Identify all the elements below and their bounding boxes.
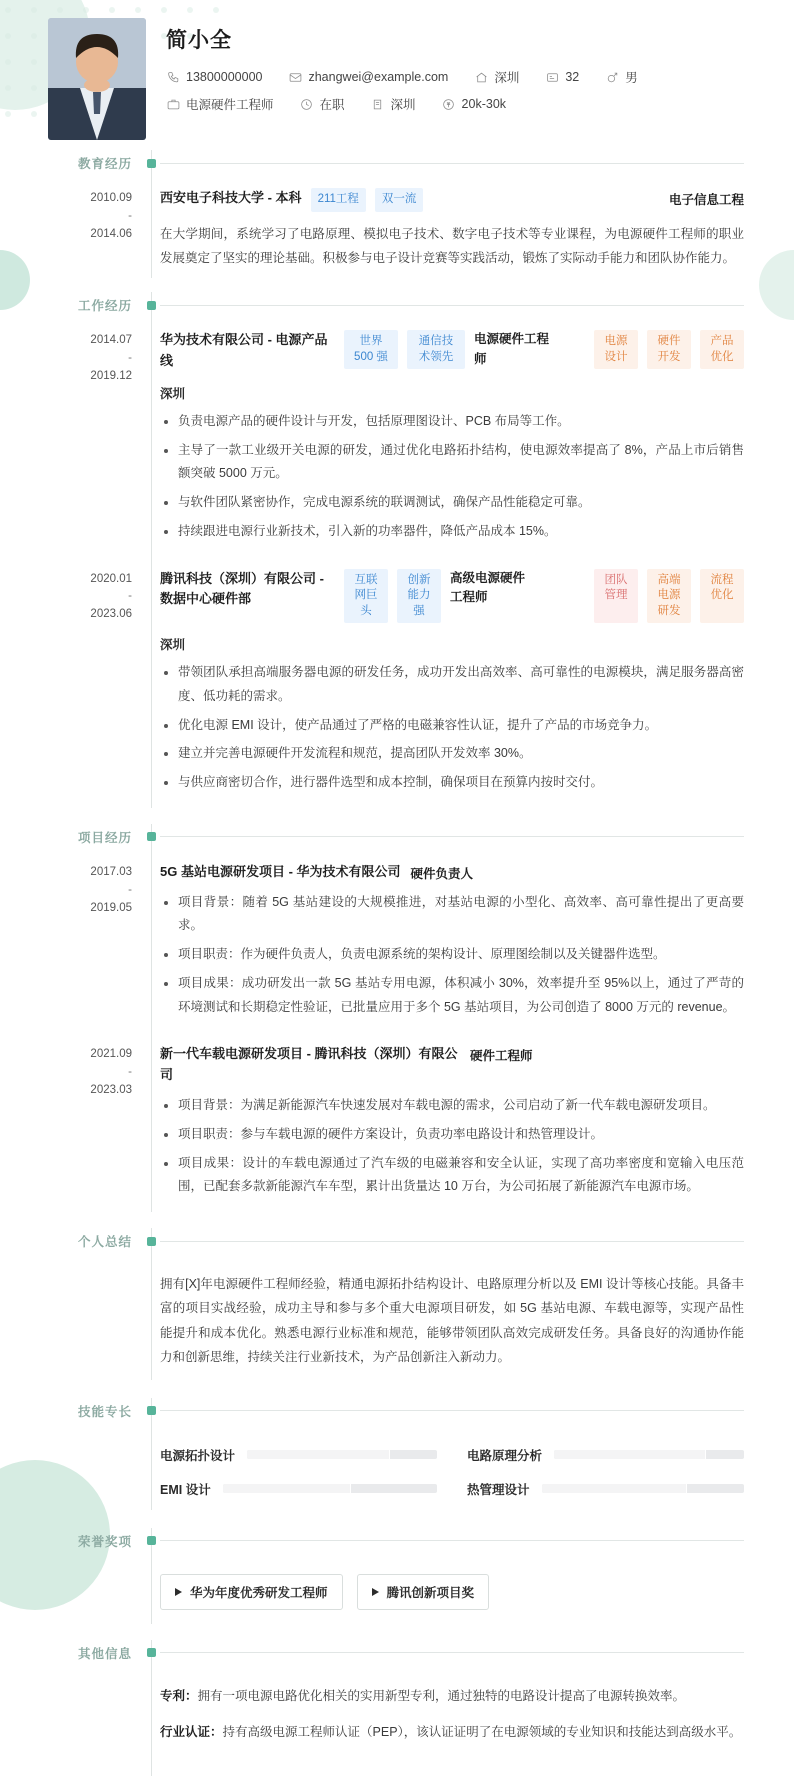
section-divider [160, 1241, 744, 1242]
salary-value: 20k-30k [461, 97, 507, 111]
honor-label: 腾讯创新项目奖 [386, 1585, 475, 1600]
project-entry [0, 1032, 794, 1212]
section-title-projects: 项目经历 [77, 830, 132, 845]
work-date [0, 557, 146, 808]
section-divider [160, 305, 744, 306]
section-title-honors: 荣誉奖项 [77, 1534, 132, 1549]
date-dash: - [128, 883, 132, 896]
project-role: 硬件工程师 [470, 1049, 533, 1064]
company-name: 华为技术有限公司 - 电源产品线 [160, 332, 328, 369]
list-item: • 项目职责：作为硬件负责人，负责电源系统的架构设计、原理图绘制以及关键器件选型。 [178, 943, 744, 967]
section-title-education: 教育经历 [77, 157, 132, 171]
date-end: 2014.06 [90, 227, 132, 240]
section-work [0, 292, 794, 808]
company-tag: 通信技术领先 [407, 330, 465, 369]
contact-row-2 [166, 95, 744, 113]
date-start: 2017.03 [90, 865, 132, 878]
work-location: 深圳 [160, 386, 186, 401]
work-role: 电源硬件工程师 [474, 332, 550, 366]
status-icon [300, 97, 314, 111]
id-card-icon [545, 70, 559, 84]
contact-city [474, 68, 519, 86]
school-tag: 211工程 [311, 188, 366, 212]
contact-row-1 [166, 68, 744, 86]
job-location-value: 深圳 [390, 98, 416, 112]
profile-header [0, 0, 794, 150]
list-item: • 项目成果：成功研发出一款 5G 基站专用电源，体积减小 30%，效率提升至 95%以上，通过了严苛的环境测试和长期稳定性验证，已批量应用于多个 5G 基站项目，为公司创造了 8000 万元的 revenue。 [178, 972, 744, 1020]
section-education [0, 150, 794, 278]
section-projects [0, 824, 794, 1212]
section-others [0, 1640, 794, 1776]
mail-icon [288, 70, 302, 84]
contact-city-value: 深圳 [494, 71, 520, 85]
work-bullets [160, 661, 744, 795]
work-role: 高级电源硬件工程师 [450, 570, 526, 604]
date-dash: - [128, 209, 132, 222]
company-tag: 世界 500 强 [344, 330, 398, 369]
company-tag: 创新能力强 [397, 569, 441, 624]
contact-age-value: 32 [565, 70, 580, 84]
education-entry [0, 176, 794, 278]
contact-age [545, 70, 579, 84]
school-name: 西安电子科技大学 - 本科 [160, 190, 302, 205]
play-triangle-icon [175, 1588, 182, 1596]
briefcase-icon [166, 97, 180, 111]
honor-label: 华为年度优秀研发工程师 [190, 1585, 328, 1600]
job-title-value: 电源硬件工程师 [186, 98, 274, 112]
summary-text: 拥有[X]年电源硬件工程师经验，精通电源拓扑结构设计、电路原理分析以及 EMI 设计等核心技能。具备丰富的项目实战经验，成功主导和参与多个重大电源项目研发，如 5G 基站电源、车载电源等，实现产品性能提升和成本优化。熟悉电源行业标准和规范，能够带领团队高效完成研发任务。具备良好的沟通协作能力和创新思维，持续关注行业新技术，为产品创新注入新动力。 [160, 1277, 744, 1365]
page-title: 简小全 [166, 29, 232, 52]
skill-level-bar [542, 1484, 744, 1493]
project-date [0, 850, 146, 1033]
honor-item[interactable] [357, 1574, 490, 1610]
list-item: • 负责电源产品的硬件设计与开发，包括原理图设计、PCB 布局等工作。 [178, 410, 744, 434]
section-title-skills: 技能专长 [77, 1404, 132, 1419]
work-skill-tag: 团队管理 [594, 569, 638, 624]
section-divider [160, 1410, 744, 1411]
date-end: 2023.03 [90, 1084, 132, 1097]
skill-name: 电路原理分析 [467, 1448, 543, 1463]
other-text: 持有高级电源工程师认证（PEP），该认证证明了在电源领域的专业知识和技能达到高级水平。 [222, 1724, 742, 1739]
other-label: 专利： [160, 1688, 198, 1703]
list-item: • 项目职责：参与车载电源的硬件方案设计，负责功率电路设计和热管理设计。 [178, 1123, 744, 1147]
project-role: 硬件负责人 [410, 866, 474, 881]
skill-name: 热管理设计 [467, 1482, 530, 1497]
section-divider [160, 836, 744, 837]
section-marker [147, 1536, 156, 1545]
skill-item [160, 1480, 437, 1498]
project-date [0, 1032, 146, 1212]
skill-item [467, 1480, 744, 1498]
skill-name: 电源拓扑设计 [160, 1448, 236, 1463]
section-marker [147, 1237, 156, 1246]
salary-icon [442, 97, 456, 111]
play-triangle-icon [372, 1588, 379, 1596]
other-item [160, 1720, 744, 1744]
work-skill-tag: 电源设计 [594, 330, 638, 369]
section-title-summary: 个人总结 [77, 1235, 132, 1250]
project-bullets [160, 1094, 744, 1199]
salary-expectation [442, 97, 506, 111]
company-name: 腾讯科技（深圳）有限公司 - 数据中心硬件部 [160, 570, 324, 607]
job-status-value: 在职 [319, 98, 345, 112]
list-item: • 与软件团队紧密协作，完成电源系统的联调测试，确保产品性能稳定可靠。 [178, 491, 744, 515]
project-name: 新一代车载电源研发项目 - 腾讯科技（深圳）有限公司 [160, 1046, 458, 1083]
skill-level-bar [247, 1450, 437, 1459]
other-label: 行业认证： [160, 1724, 223, 1739]
section-title-work: 工作经历 [77, 299, 132, 314]
section-divider [160, 1540, 744, 1541]
list-item: • 主导了一款工业级开关电源的研发，通过优化电路拓扑结构，使电源效率提高了 8%，产品上市后销售额突破 5000 万元。 [178, 439, 744, 487]
date-dash: - [128, 352, 132, 365]
section-marker [147, 159, 156, 168]
education-date [0, 176, 146, 278]
list-item: • 持续跟进电源行业新技术，引入新的功率器件，降低产品成本 15%。 [178, 520, 744, 544]
section-skills [0, 1398, 794, 1510]
work-entry [0, 557, 794, 808]
location-icon [371, 97, 385, 111]
honors-list [146, 1554, 794, 1624]
section-marker [147, 1648, 156, 1657]
work-skill-tag: 产品优化 [700, 330, 744, 369]
work-date [0, 318, 146, 556]
contact-email-value: zhangwei@example.com [308, 70, 449, 84]
job-status [300, 95, 345, 113]
section-marker [147, 832, 156, 841]
date-dash: - [128, 1066, 132, 1079]
major-name: 电子信息工程 [668, 193, 744, 207]
work-bullets [160, 410, 744, 544]
work-location: 深圳 [160, 638, 186, 653]
skill-level-bar [223, 1484, 437, 1493]
skill-item [467, 1446, 744, 1464]
contact-gender-value: 男 [625, 71, 638, 85]
date-start: 2021.09 [90, 1048, 132, 1061]
contact-gender [605, 68, 638, 86]
project-name: 5G 基站电源研发项目 - 华为技术有限公司 [160, 863, 401, 879]
date-start: 2020.01 [90, 572, 132, 585]
other-item [160, 1684, 744, 1708]
education-description: 在大学期间，系统学习了电路原理、模拟电子技术、数字电子技术等专业课程，为电源硬件工程师的职业发展奠定了坚实的理论基础。积极参与电子设计竞赛等实践活动，锻炼了实际动手能力和团队协作能力。 [160, 226, 744, 265]
list-item: • 项目背景：随着 5G 基站建设的大规模推进，对基站电源的小型化、高效率、高可靠性提出了更高要求。 [178, 891, 744, 939]
date-end: 2019.05 [90, 901, 132, 914]
list-item: • 项目背景：为满足新能源汽车快速发展对车载电源的需求，公司启动了新一代车载电源研发项目。 [178, 1094, 744, 1118]
contact-phone-value: 13800000000 [186, 70, 263, 84]
job-title [166, 95, 274, 113]
company-tag: 互联网巨头 [344, 569, 388, 624]
contact-phone [166, 70, 262, 84]
list-item: • 项目成果：设计的车载电源通过了汽车级的电磁兼容和安全认证，实现了高功率密度和宽输入电压范围，已配套多款新能源汽车车型，累计出货量达 10 万台，为公司拓展了新能源汽车电源市场。 [178, 1152, 744, 1200]
home-icon [474, 70, 488, 84]
other-text: 拥有一项电源电路优化相关的实用新型专利，通过独特的电路设计提高了电源转换效率。 [197, 1688, 686, 1703]
list-item: • 建立并完善电源硬件开发流程和规范，提高团队开发效率 30%。 [178, 742, 744, 766]
project-bullets [160, 891, 744, 1020]
list-item: • 与供应商密切合作，进行器件选型和成本控制，确保项目在预算内按时交付。 [178, 771, 744, 795]
work-entry [0, 318, 794, 556]
gender-icon [605, 70, 619, 84]
avatar [48, 18, 146, 140]
section-title-others: 其他信息 [77, 1646, 132, 1661]
skill-name: EMI 设计 [160, 1482, 211, 1497]
school-tag: 双一流 [375, 188, 424, 212]
work-skill-tag: 高端电源研发 [647, 569, 691, 624]
skill-item [160, 1446, 437, 1464]
list-item: • 优化电源 EMI 设计，使产品通过了严格的电磁兼容性认证，提升了产品的市场竞争力。 [178, 714, 744, 738]
skill-level-bar [554, 1450, 744, 1459]
phone-icon [166, 70, 180, 84]
job-location [371, 95, 416, 113]
date-start: 2014.07 [90, 334, 132, 347]
others-list [146, 1666, 794, 1776]
date-end: 2023.06 [90, 608, 132, 621]
section-divider [160, 1652, 744, 1653]
date-dash: - [128, 590, 132, 603]
contact-email [288, 70, 448, 84]
date-start: 2010.09 [90, 192, 132, 204]
section-marker [147, 1406, 156, 1415]
project-entry [0, 850, 794, 1033]
person-photo-icon [48, 18, 146, 140]
work-skill-tag: 硬件开发 [647, 330, 691, 369]
section-marker [147, 301, 156, 310]
work-skill-tag: 流程优化 [700, 569, 744, 624]
section-divider [160, 163, 744, 164]
list-item: • 带领团队承担高端服务器电源的研发任务，成功开发出高效率、高可靠性的电源模块，满足服务器高密度、低功耗的需求。 [178, 661, 744, 709]
honor-item[interactable] [160, 1574, 343, 1610]
section-summary [0, 1228, 794, 1380]
date-end: 2019.12 [90, 369, 132, 382]
skills-grid [146, 1424, 794, 1510]
